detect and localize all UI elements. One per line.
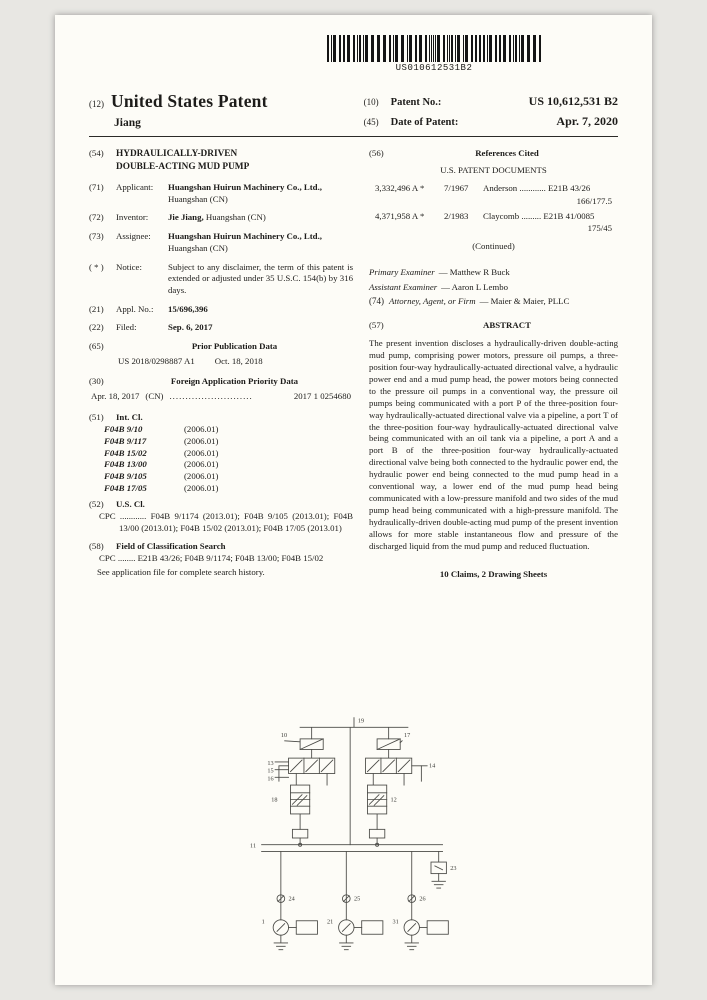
field-num-73: (73): [89, 231, 104, 242]
field-num-51: (51): [89, 411, 104, 422]
svg-text:24: 24: [288, 895, 295, 903]
barcode-block: [327, 35, 541, 73]
svg-text:1: 1: [261, 918, 265, 926]
left-column: [89, 148, 353, 581]
appl-no-label: Appl. No.:: [116, 303, 154, 314]
priority-date: Apr. 18, 2017: [91, 391, 140, 402]
patent-front-page: [55, 15, 652, 985]
applicant-value: Huangshan Huirun Machinery Co., Ltd., Huangshan (CN): [168, 182, 322, 204]
invention-title-line1: HYDRAULICALLY-DRIVEN: [116, 149, 238, 159]
field-num-12: (12): [89, 99, 104, 109]
field-search-note: See application file for complete search history.: [97, 566, 265, 577]
patent-date-label: Date of Patent:: [390, 117, 459, 128]
prior-publication-data: [118, 356, 353, 368]
field-filed: [89, 322, 353, 334]
barcode-number: US010612531B2: [395, 63, 473, 73]
field-title: [89, 148, 353, 173]
document-title: United States Patent: [111, 91, 268, 111]
patent-number-value: US 10,612,531 B2: [528, 94, 618, 108]
int-cl-title: Int. Cl.: [116, 411, 143, 422]
field-foreign-priority: [89, 376, 353, 388]
svg-text:14: 14: [428, 762, 435, 770]
prior-publication-title: Prior Publication Data: [191, 340, 278, 351]
header-left: [89, 91, 364, 129]
field-num-58: (58): [89, 540, 104, 551]
publication-date: Oct. 18, 2018: [214, 355, 263, 366]
field-prior-publication: [89, 341, 353, 353]
references-title: References Cited: [475, 148, 539, 158]
filed-label: Filed:: [116, 322, 137, 333]
bibliographic-columns: [89, 148, 618, 581]
field-num-52: (52): [89, 498, 104, 509]
appl-no-value: 15/696,396: [168, 303, 208, 314]
svg-text:26: 26: [418, 895, 426, 903]
field-search-title: Field of Classification Search: [116, 540, 226, 551]
publication-number: US 2018/0298887 A1: [118, 355, 195, 366]
field-num-21: (21): [89, 303, 104, 314]
us-cl-text: CPC ............ F04B 9/1174 (2013.01); F04B 9/105 (2013.01); F04B 13/00 (2013.01); F04B 15/02 (2013.01); F04B 17/05 (2013.01): [99, 511, 353, 533]
field-appl-no: [89, 304, 353, 316]
references-continued: (Continued): [472, 241, 515, 252]
inventor-label: Inventor:: [116, 212, 149, 223]
svg-text:25: 25: [353, 895, 360, 903]
int-cl-entry: F04B 9/105 (2006.01): [104, 471, 219, 482]
references-subtitle: U.S. PATENT DOCUMENTS: [440, 164, 547, 175]
field-num-30: (30): [89, 376, 104, 387]
svg-text:17: 17: [403, 731, 410, 739]
reference-subclass: 166/177.5: [576, 196, 612, 207]
field-references-cited: [369, 148, 618, 160]
svg-text:31: 31: [391, 918, 399, 926]
abstract-header: [369, 320, 618, 332]
right-column: [369, 148, 618, 581]
notice-label: Notice:: [116, 261, 142, 272]
invention-title-line2: DOUBLE-ACTING MUD PUMP: [116, 161, 250, 172]
figure-schematic: [200, 710, 508, 971]
abstract-text: The present invention discloses a hydraulically-driven double-acting mud pump, comprising power motors, pressure oil pumps, a three-position four-way hydraulically-actuated directional valve, a hydraulic power end and a mud pump head, the power motors being connected to the pressure oil pumps in a conventional way, the pressure oil pumps being communicated with a port P of the three-position four-way hydraulically-actuated directional valve via a pipeline, a port T of the three-position four-way hydraulically-actuated directional valve being communicated with an oil tank via a pipeline, a port A and a port B of the three-position four-way hydraulically-actuated directional valve being both connected to the hydraulic power end, the hydraulic power end being connected to the mud pump head in a conventional way, a lower end of the mud pump head being communicated with a low-pressure manifold and two sides of the mud pump head being communicated with a high-pressure manifold. The hydraulically-driven double-acting mud pump of the present invention allows for more stable instantaneous flow and pressure of the discharged liquid from the mud pump and reduced fluctuation.: [369, 337, 618, 552]
reference-subclass: 175/45: [587, 223, 612, 234]
assignee-label: Assignee:: [116, 231, 151, 242]
assistant-examiner: Assistant Examiner — Aaron L Lembo: [369, 281, 509, 292]
svg-text:21: 21: [326, 918, 333, 926]
barcode: [327, 35, 541, 62]
field-num-57: (57): [369, 320, 384, 331]
svg-text:12: 12: [390, 796, 397, 804]
examiner-block: [369, 267, 618, 308]
header: [89, 91, 618, 137]
foreign-priority-data: [91, 391, 351, 403]
document-title-row: [89, 91, 364, 112]
claims-line: 10 Claims, 2 Drawing Sheets: [439, 569, 548, 579]
priority-dots: ..........................: [169, 391, 253, 402]
field-num-65: (65): [89, 340, 104, 351]
field-applicant: [89, 182, 353, 205]
notice-text: Subject to any disclaimer, the term of this patent is extended or adjusted under 35 U.S.C. 154(b) by 316 days.: [168, 261, 353, 295]
int-cl-entry: F04B 17/05 (2006.01): [104, 482, 219, 493]
int-cl-entry: F04B 9/10 (2006.01): [104, 424, 219, 435]
svg-text:11: 11: [249, 842, 256, 850]
patent-date-value: Apr. 7, 2020: [556, 114, 618, 128]
field-inventor: [89, 212, 353, 224]
field-notice: [89, 262, 353, 297]
field-num-notice: ( * ): [89, 261, 104, 272]
applicant-label: Applicant:: [116, 182, 154, 193]
reference-row: 4,371,958 A * 2/1983 Claycomb ......... E21B 41/0085: [375, 210, 595, 221]
priority-app-number: 2017 1 0254680: [293, 391, 351, 402]
filed-value: Sep. 6, 2017: [168, 322, 213, 333]
inventor-surname: Jiang: [114, 117, 141, 129]
field-classification-search: [89, 541, 353, 553]
foreign-priority-title: Foreign Application Priority Data: [170, 376, 299, 387]
field-int-cl: [89, 412, 353, 424]
field-num-54: (54): [89, 148, 104, 158]
us-cl-title: U.S. Cl.: [116, 498, 145, 509]
assignee-value: Huangshan Huirun Machinery Co., Ltd., Huangshan (CN): [168, 231, 322, 253]
svg-text:10: 10: [280, 731, 287, 739]
int-cl-entry: F04B 13/00 (2006.01): [104, 459, 219, 470]
svg-text:18: 18: [270, 796, 277, 804]
int-cl-entry: F04B 9/117 (2006.01): [104, 436, 219, 447]
field-search-cpc: CPC ........ E21B 43/26; F04B 9/1174; F04B 13/00; F04B 15/02: [99, 553, 324, 564]
svg-text:23: 23: [449, 864, 456, 872]
int-cl-entry: F04B 15/02 (2006.01): [104, 447, 219, 458]
field-num-72: (72): [89, 212, 104, 223]
svg-text:15: 15: [266, 767, 274, 775]
attorney-firm: (74) Attorney, Agent, or Firm — Maier & Maier, PLLC: [369, 296, 570, 307]
inventor-value: Jie Jiang, Huangshan (CN): [168, 212, 266, 223]
header-right: [364, 91, 618, 129]
field-num-71: (71): [89, 182, 104, 193]
patent-date-row: [364, 114, 618, 129]
patent-number-label: Patent No.:: [390, 97, 442, 108]
schematic-svg: [200, 710, 508, 966]
svg-text:16: 16: [266, 775, 274, 783]
field-num-22: (22): [89, 322, 104, 333]
field-num-56: (56): [369, 148, 384, 158]
field-num-45: (45): [363, 117, 379, 127]
reference-row: 3,332,496 A * 7/1967 Anderson ............ E21B 43/26: [375, 183, 591, 194]
patent-number-row: [364, 94, 618, 109]
field-num-10: (10): [363, 97, 379, 107]
svg-text:13: 13: [266, 759, 274, 767]
field-us-cl: [89, 499, 353, 511]
invention-title: [116, 148, 353, 173]
priority-country: (CN): [145, 391, 164, 402]
abstract-title: ABSTRACT: [483, 320, 531, 331]
primary-examiner: Primary Examiner — Matthew R Buck: [369, 266, 510, 277]
svg-text:19: 19: [357, 717, 364, 725]
field-assignee: [89, 231, 353, 254]
